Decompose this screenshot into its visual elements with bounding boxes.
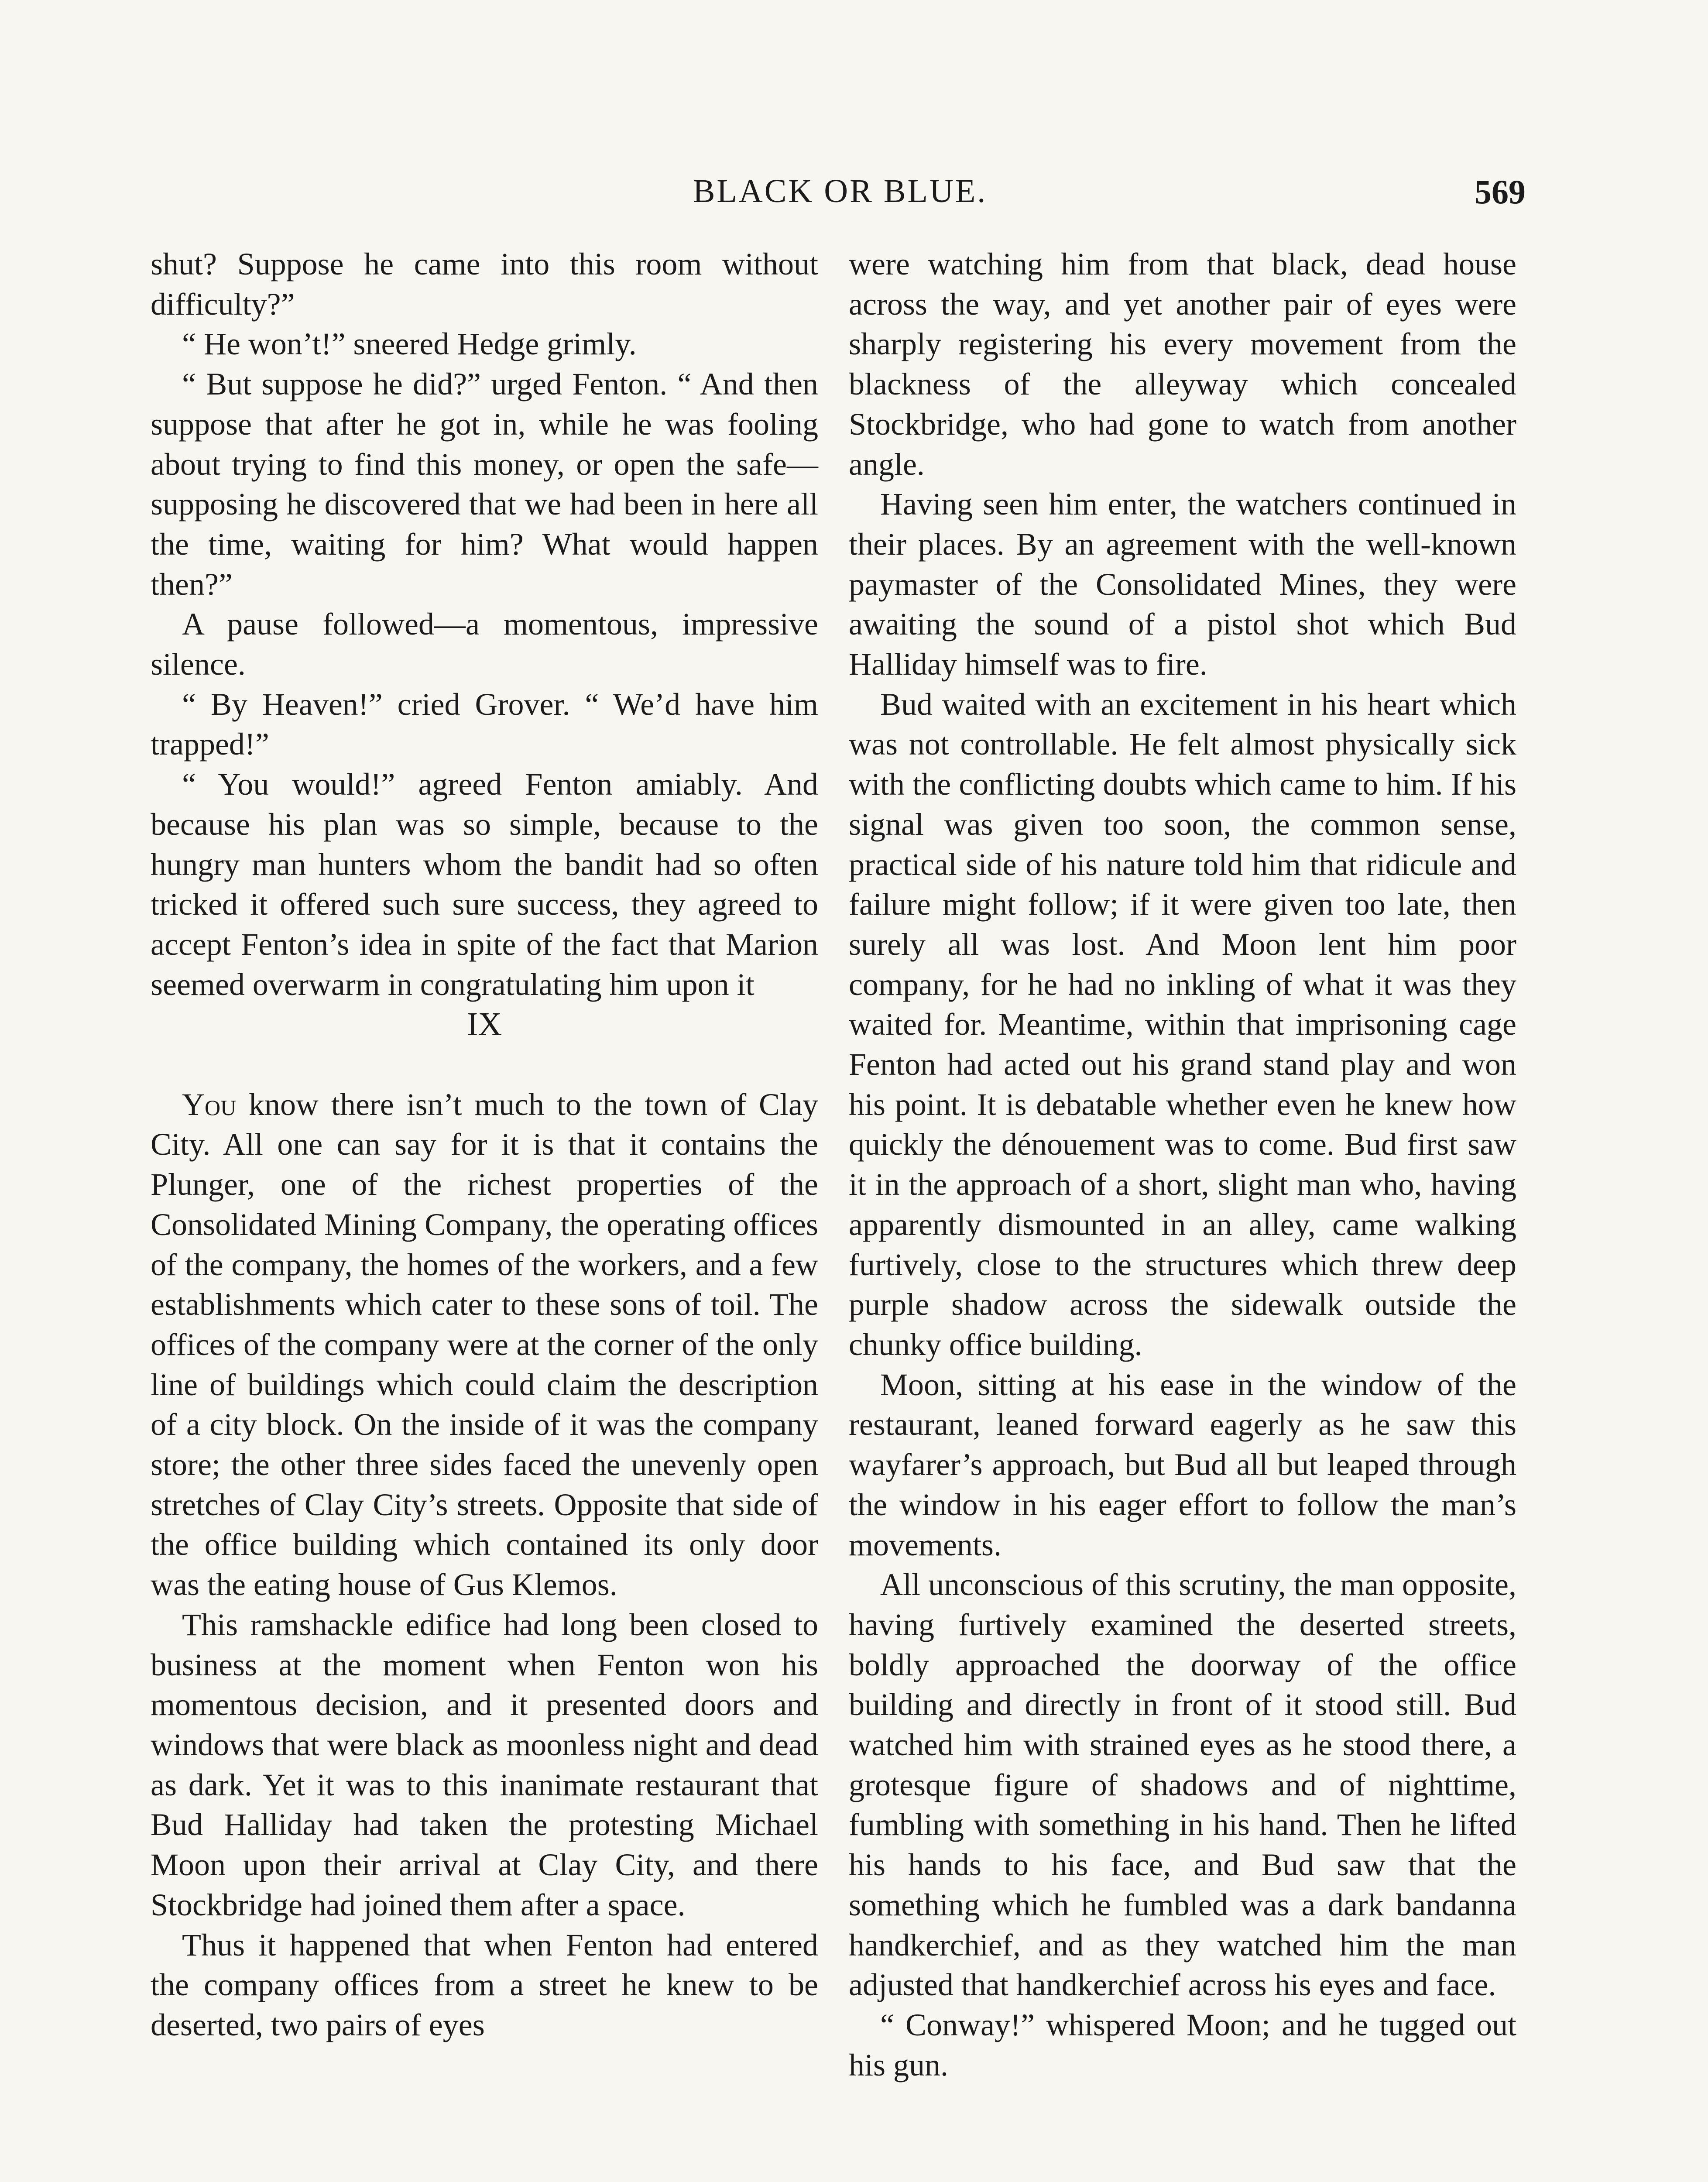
- paragraph-body: know there isn’t much to the town of Clay City. All one can say for it is that it contains the Plunger, one of the richest properties of the Consolidated Mining Company, the operating offices of the company, the homes of the workers, and a few establishments which cater to these sons of toil. The offices of the company were at the corner of the only line of buildings which could claim the description of a city block. On the inside of it was the company store; the other three sides faced the unevenly open stretches of Clay City’s streets. Opposite that side of the office building which contained its only door was the eating house of Gus Klemos.: [151, 1087, 818, 1602]
- running-title: BLACK OR BLUE.: [693, 173, 988, 209]
- paragraph: were watching him from that black, dead house across the way, and yet another pair of eyes were sharply registering his every movement from the blackness of the alleyway which concealed Stockbridge, who had gone to watch from another angle.: [849, 247, 1516, 482]
- page-number: 569: [1475, 173, 1526, 211]
- paragraph: [151, 1085, 818, 1605]
- chapter-heading: IX: [466, 1006, 502, 1043]
- right-column: [849, 244, 1516, 2085]
- paragraph: A pause followed—a momentous, impressive silence.: [151, 607, 818, 682]
- paragraph: “ Conway!” whispered Moon; and he tugged out his gun.: [849, 2007, 1516, 2083]
- paragraph: Moon, sitting at his ease in the window of the restaurant, leaned forward eagerly as he saw this wayfarer’s approach, but Bud all but leaped through the window in his eager effort to follow the man’s movements.: [849, 1367, 1516, 1562]
- drop-word: You: [182, 1087, 237, 1122]
- paragraph: Thus it happened that when Fenton had entered the company offices from a street he knew to be deserted, two pairs of eyes: [151, 1927, 818, 2042]
- paragraph: “ He won’t!” sneered Hedge grimly.: [182, 326, 637, 362]
- paragraph: All unconscious of this scrutiny, the man opposite, having furtively examined the deserted streets, boldly approached the doorway of the office building and directly in front of it stood still. Bud watched him with strained eyes as he stood there, a grotesque figure of shadows and of nighttime, fumbling with something in his hand. Then he lifted his hands to his face, and Bud saw that the something which he fumbled was a dark bandanna handkerchief, and as they watched him the man adjusted that handkerchief across his eyes and face.: [849, 1567, 1516, 2003]
- left-column: [151, 244, 818, 2045]
- paragraph: Bud waited with an excitement in his heart which was not controllable. He felt almost physically sick with the conflicting doubts which came to him. If his signal was given too soon, the common sense, practical side of his nature told him that ridicule and failure might follow; if it were given too late, then surely all was lost. And Moon lent him poor company, for he had no inkling of what it was they waited for. Meantime, within that imprisoning cage Fenton had acted out his grand stand play and won his point. It is debatable whether even he knew how quickly the dénouement was to come. Bud first saw it in the approach of a short, slight man who, having apparently dismounted in an alley, came walking furtively, close to the structures which threw deep purple shadow across the sidewalk outside the chunky office building.: [849, 686, 1516, 1362]
- paragraph: “ But suppose he did?” urged Fenton. “ And then suppose that after he got in, while he was fooling about trying to find this money, or open the safe—supposing he discovered that we had been in here all the time, waiting for him? What would happen then?”: [151, 367, 818, 602]
- paragraph: “ You would!” agreed Fenton amiably. And because his plan was so simple, because to the hungry man hunters whom the bandit had so often tricked it offered such sure success, they agreed to accept Fenton’s idea in spite of the fact that Marion seemed overwarm in congratulating him upon it: [151, 767, 818, 1002]
- paragraph: This ramshackle edifice had long been closed to business at the moment when Fenton won his momentous decision, and it presented doors and windows that were black as moonless night and dead as dark. Yet it was to this inanimate restaurant that Bud Halliday had taken the protesting Michael Moon upon their arrival at Clay City, and there Stockbridge had joined them after a space.: [151, 1607, 818, 1922]
- paragraph: shut? Suppose he came into this room without difficulty?”: [151, 247, 818, 322]
- paragraph: Having seen him enter, the watchers continued in their places. By an agreement with the well-known paymaster of the Consolidated Mines, they were awaiting the sound of a pistol shot which Bud Halliday himself was to fire.: [849, 487, 1516, 682]
- paragraph: “ By Heaven!” cried Grover. “ We’d have him trapped!”: [151, 686, 818, 762]
